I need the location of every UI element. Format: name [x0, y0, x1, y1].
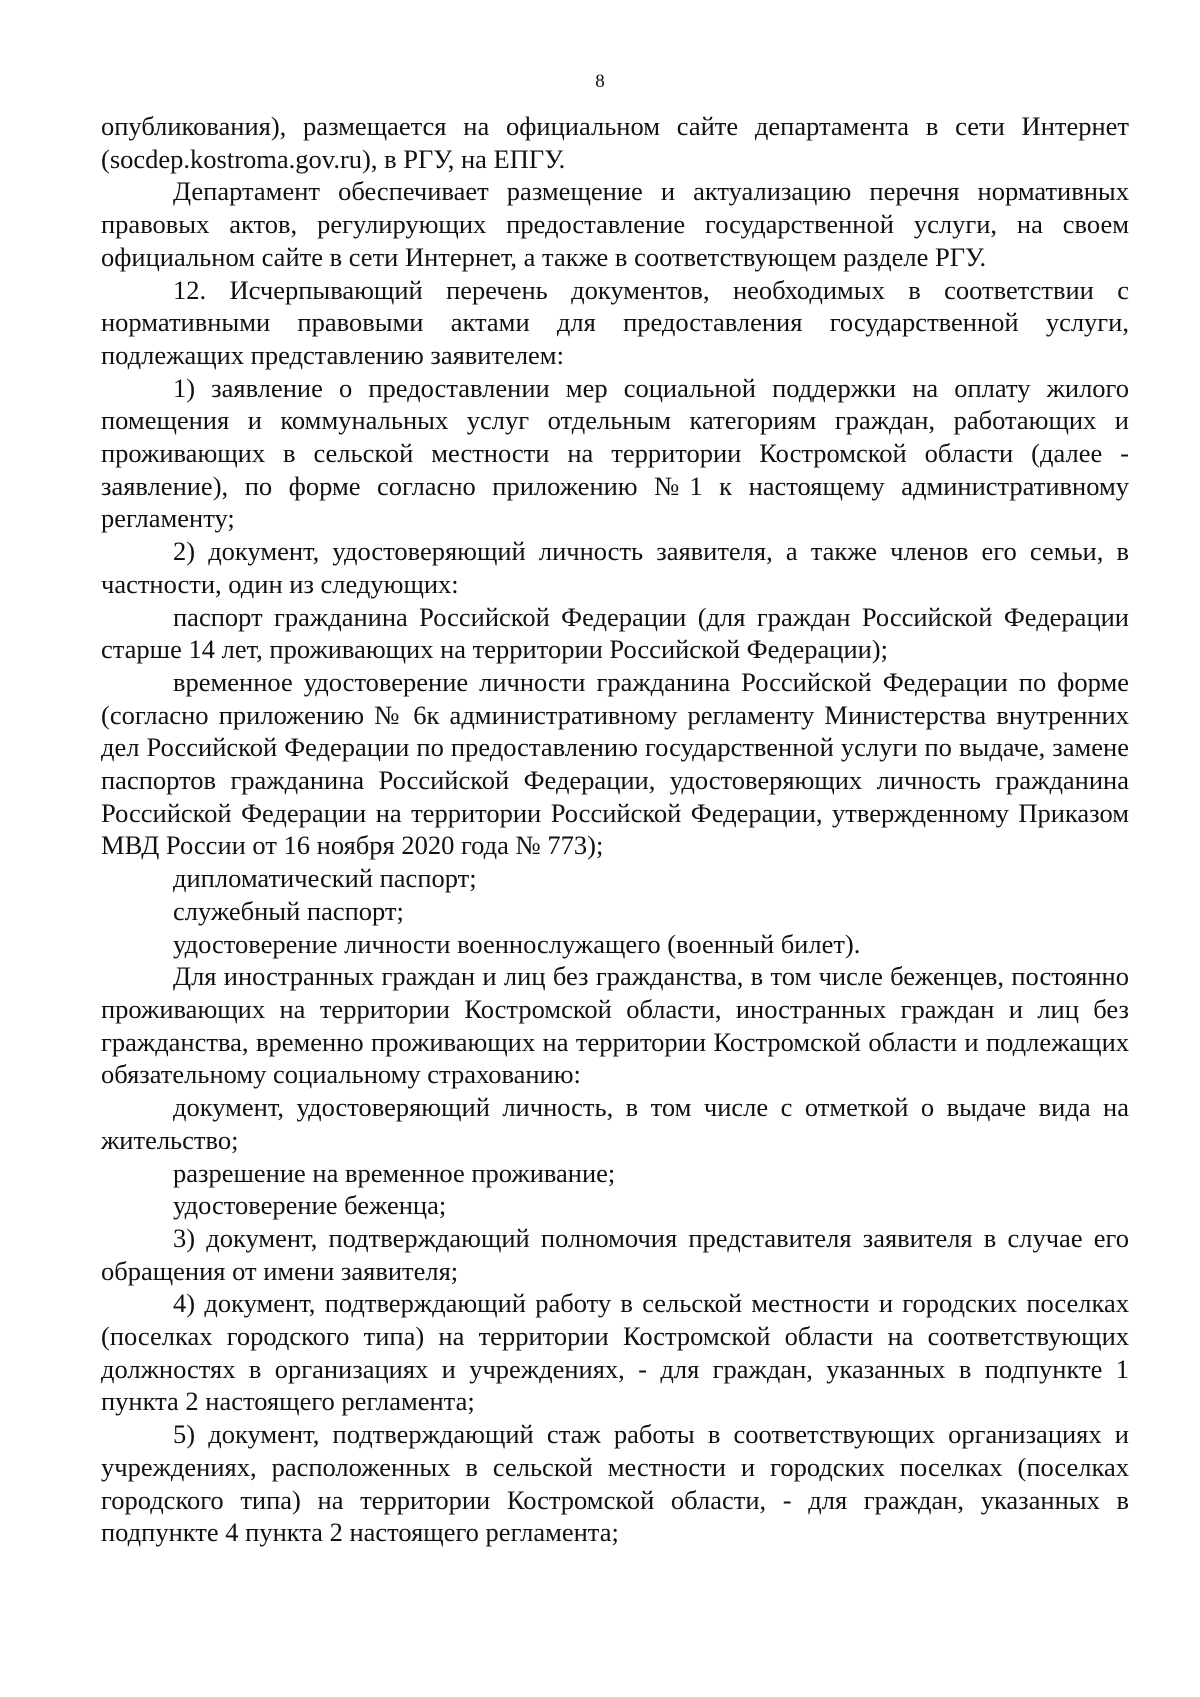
list-item: служебный паспорт; [173, 895, 404, 926]
paragraph: Департамент обеспечивает размещение и актуализацию перечня нормативных правовых актов, регулирующих предоставление государственной услуги, на своем официальном сайте в сети Интернет, а также в соответствующем разделе РГУ. [101, 176, 1129, 272]
list-item: 5) документ, подтверждающий стаж работы в соответствующих организациях и учреждениях, расположенных в сельской местности и городских поселках (поселках городского типа) на территории Костромской области, - для граждан, указанных в подпункте 4 пункта 2 настоящего регламента; [101, 1419, 1129, 1548]
paragraph: Для иностранных граждан и лиц без гражданства, в том числе беженцев, постоянно проживающих на территории Костромской области, иностранных граждан и лиц без гражданства, временно проживающих на территории Костромской области и подлежащих обязательному социальному страхованию: [101, 961, 1129, 1090]
list-item: документ, удостоверяющий личность, в том числе с отметкой о выдаче вида на жительство; [101, 1092, 1129, 1155]
document-body [101, 110, 1129, 1549]
paragraph: 12. Исчерпывающий перечень документов, необходимых в соответствии с нормативными правовыми актами для предоставления государственной услуги, подлежащих представлению заявителем: [101, 274, 1129, 370]
list-item: паспорт гражданина Российской Федерации (для граждан Российской Федерации старше 14 лет, проживающих на территории Российской Федерации); [101, 601, 1129, 665]
list-item: дипломатический паспорт; [173, 863, 477, 894]
list-item: удостоверение беженца; [173, 1190, 447, 1221]
list-item: удостоверение личности военнослужащего (военный билет). [173, 928, 861, 959]
page-number: 8 [595, 71, 605, 92]
list-item: 2) документ, удостоверяющий личность заявителя, а также членов его семьи, в частности, один из следующих: [101, 536, 1129, 599]
list-item: 3) документ, подтверждающий полномочия представителя заявителя в случае его обращения от имени заявителя; [101, 1222, 1129, 1286]
list-item: разрешение на временное проживание; [173, 1157, 616, 1188]
list-item: 1) заявление о предоставлении мер социальной поддержки на оплату жилого помещения и коммунальных услуг отдельным категориям граждан, работающих и проживающих в сельской местности на территории Костромской области (далее - заявление), по форме согласно приложению №1 к настоящему административному регламенту; [101, 372, 1129, 534]
paragraph: опубликования), размещается на официальном сайте департамента в сети Интернет (socdep.kostroma.gov.ru), в РГУ, на ЕПГУ. [101, 111, 1129, 174]
list-item: 4) документ, подтверждающий работу в сельской местности и городских поселках (поселках городского типа) на территории Костромской области на соответствующих должностях в организациях и учреждениях, - для граждан, указанных в подпункте 1 пункта 2 настоящего регламента; [101, 1288, 1129, 1417]
list-item: временное удостоверение личности гражданина Российской Федерации по форме (согласно приложению № 6к административному регламенту Министерства внутренних дел Российской Федерации по предоставлению государственной услуги по выдаче, замене паспортов гражданина Российской Федерации, удостоверяющих личность гражданина Российской Федерации на территории Российской Федерации, утвержденному Приказом МВД России от 16 ноября 2020 года № 773); [101, 666, 1129, 861]
